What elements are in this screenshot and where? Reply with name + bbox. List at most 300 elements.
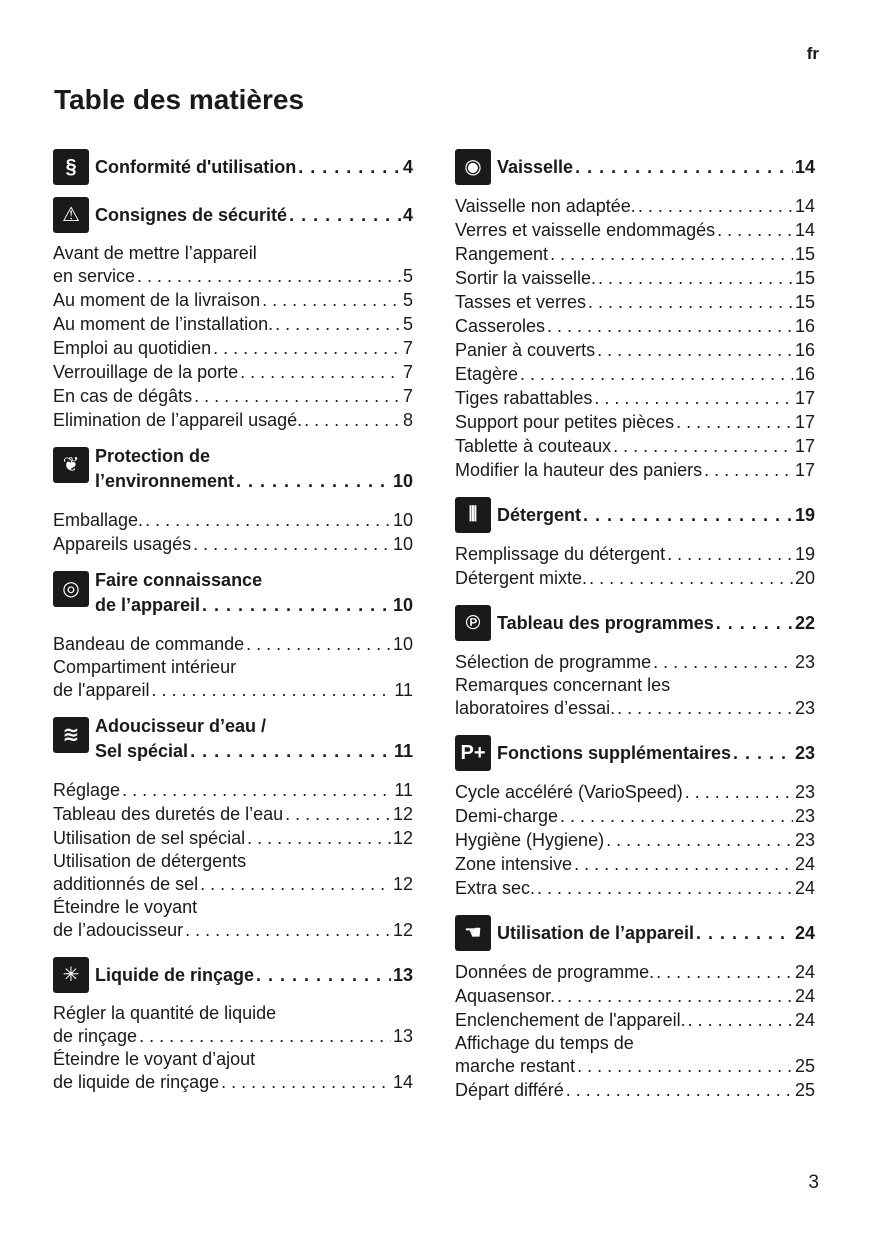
toc-section (53, 444, 413, 556)
entry-title: Demi-charge (455, 806, 559, 826)
section-heading-row (497, 155, 815, 180)
entry-page: 24 (794, 962, 815, 982)
toc-entry[interactable] (53, 1002, 413, 1048)
section-title: Conformité d'utilisation (95, 157, 297, 177)
dot-leader (275, 312, 401, 336)
dot-leader (200, 872, 391, 896)
entry-page: 15 (794, 292, 815, 312)
entry-title: Verres et vaisselle endommagés (455, 220, 716, 240)
dot-leader (598, 266, 793, 290)
entry-row (455, 1078, 815, 1102)
entry-page: 5 (402, 266, 413, 286)
entry-row (53, 360, 413, 384)
section-page: 10 (392, 471, 413, 491)
section-heading[interactable] (455, 732, 815, 766)
entry-row (455, 984, 815, 1008)
section-heading-row (95, 469, 413, 494)
entry-title: En cas de dégâts (53, 386, 193, 406)
section-heading[interactable] (455, 602, 815, 636)
toc-entry[interactable] (53, 360, 413, 384)
toc-entry[interactable] (53, 1048, 413, 1094)
entry-row (455, 218, 815, 242)
entry-title: en service (53, 266, 136, 286)
entry-title: Remplissage du détergent (455, 544, 666, 564)
entry-title: Tablette à couteaux (455, 436, 612, 456)
entry-title: marche restant (455, 1056, 576, 1076)
toc-entry[interactable] (455, 804, 815, 828)
toc-entry[interactable] (53, 778, 413, 802)
entry-title-line1: Utilisation de détergents (53, 851, 247, 871)
toc-entry[interactable] (53, 508, 413, 532)
dot-leader (193, 532, 391, 556)
entry-row (53, 918, 413, 942)
section-page: 24 (794, 923, 815, 943)
toc-entry[interactable] (455, 1032, 815, 1078)
entry-title: Enclenchement de l'appareil. (455, 1010, 686, 1030)
section-heading[interactable] (53, 444, 413, 494)
entry-page: 11 (394, 680, 413, 700)
entry-page: 24 (794, 986, 815, 1006)
dot-leader (137, 264, 401, 288)
entry-page: 11 (394, 780, 413, 800)
entry-page: 13 (392, 1026, 413, 1046)
dot-leader (152, 678, 393, 702)
entry-row (455, 314, 815, 338)
entry-row (455, 290, 815, 314)
dot-leader (716, 611, 793, 636)
entry-row (455, 1054, 815, 1078)
entry-page: 24 (794, 854, 815, 874)
toc-section (53, 194, 413, 432)
section-heading-row (95, 739, 413, 764)
section-title: Vaisselle (497, 157, 574, 177)
entry-title: Cycle accéléré (VarioSpeed) (455, 782, 683, 802)
toc-entry[interactable] (455, 362, 815, 386)
entry-title: Vaisselle non adaptée. (455, 196, 636, 216)
dot-leader (547, 314, 793, 338)
dot-leader (704, 458, 793, 482)
section-title: Utilisation de l’appareil (497, 923, 695, 943)
dot-leader (575, 155, 793, 180)
entry-page: 23 (794, 782, 815, 802)
toc-entry[interactable] (455, 852, 815, 876)
dot-leader (613, 434, 793, 458)
dot-leader (221, 1070, 391, 1094)
entry-page: 12 (392, 874, 413, 894)
entry-page: 8 (402, 410, 413, 430)
detergent-icon: ⫴ (455, 497, 491, 533)
entry-row (455, 780, 815, 804)
entry-page: 10 (392, 634, 413, 654)
toc-section (455, 602, 815, 720)
entry-title: Casseroles (455, 316, 546, 336)
entry-title: Départ différé (455, 1080, 564, 1100)
entry-row (455, 852, 815, 876)
entry-title: Rangement (455, 244, 549, 264)
language-code: fr (806, 44, 819, 63)
toc-entry[interactable] (455, 984, 815, 1008)
entry-page: 7 (402, 338, 413, 358)
section-title: de l’appareil (95, 595, 201, 615)
entry-title: Bandeau de commande (53, 634, 245, 654)
toc-entry[interactable] (455, 194, 815, 218)
toc-entry[interactable] (455, 242, 815, 266)
toc-entry[interactable] (53, 632, 413, 656)
section-heading-row (95, 203, 413, 228)
toc-entry[interactable] (455, 266, 815, 290)
section-heading-row (497, 921, 815, 946)
entry-title: laboratoires d’essai. (455, 698, 616, 718)
section-heading-line1: Faire connaissance (95, 570, 263, 590)
dot-leader (617, 696, 793, 720)
toc-entry[interactable] (455, 828, 815, 852)
entry-title: Support pour petites pièces (455, 412, 675, 432)
entry-title: Tasses et verres (455, 292, 587, 312)
entry-row (53, 1070, 413, 1094)
entry-row (53, 408, 413, 432)
entry-row (53, 336, 413, 360)
entry-row (53, 872, 413, 896)
dot-leader (656, 960, 793, 984)
toc-entry[interactable] (455, 960, 815, 984)
dot-leader (246, 632, 391, 656)
entry-row (455, 386, 815, 410)
entry-row (455, 458, 815, 482)
dot-leader (733, 741, 793, 766)
entry-title: Sélection de programme (455, 652, 652, 672)
dot-leader (122, 778, 392, 802)
entry-title: de rinçage (53, 1026, 138, 1046)
entry-page: 20 (794, 568, 815, 588)
entry-page: 15 (794, 244, 815, 264)
section-title: Consignes de sécurité (95, 205, 288, 225)
dot-leader (202, 593, 391, 618)
rinse-aid-icon: ✳ (53, 957, 89, 993)
entry-page: 23 (794, 806, 815, 826)
entry-title-line1: Affichage du temps de (455, 1033, 634, 1053)
entry-row (53, 1024, 413, 1048)
toc-entry[interactable] (455, 410, 815, 434)
entry-row (455, 542, 815, 566)
dot-leader (236, 469, 391, 494)
dot-leader (285, 802, 391, 826)
toc-left-column (53, 146, 413, 1106)
entry-row (53, 508, 413, 532)
dot-leader (717, 218, 793, 242)
leaf-icon: ❦ (53, 447, 89, 483)
toc-entry[interactable] (455, 338, 815, 362)
section-page: 22 (794, 613, 815, 633)
section-title: l’environnement (95, 471, 235, 491)
entry-row (455, 1008, 815, 1032)
entry-title: Panier à couverts (455, 340, 596, 360)
toc-entry[interactable] (53, 896, 413, 942)
entry-row (455, 876, 815, 900)
section-heading[interactable] (455, 912, 815, 946)
entry-page: 25 (794, 1080, 815, 1100)
dishes-icon: ◉ (455, 149, 491, 185)
dot-leader (298, 155, 401, 180)
entry-page: 17 (794, 388, 815, 408)
toc-entry[interactable] (53, 408, 413, 432)
section-title: Liquide de rinçage (95, 965, 255, 985)
toc-entry[interactable] (53, 336, 413, 360)
toc-entry[interactable] (455, 218, 815, 242)
warning-icon: ⚠ (53, 197, 89, 233)
entry-row (53, 826, 413, 850)
page-title: Table des matières (54, 84, 305, 115)
entry-page: 15 (794, 268, 815, 288)
softener-icon: ≋ (53, 717, 89, 753)
section-heading-line1: Protection de (95, 446, 211, 466)
entry-page: 23 (794, 830, 815, 850)
entry-row (455, 266, 815, 290)
entry-title-line1: Éteindre le voyant (53, 897, 198, 917)
section-page: 4 (402, 205, 413, 225)
section-page: 19 (794, 505, 815, 525)
section-heading-row (95, 963, 413, 988)
entry-row (53, 632, 413, 656)
dot-leader (653, 650, 793, 674)
entry-title: Au moment de la livraison (53, 290, 261, 310)
dot-leader (185, 918, 391, 942)
toc-section (455, 494, 815, 590)
dot-leader (139, 1024, 391, 1048)
entry-page: 17 (794, 412, 815, 432)
section-page: 4 (402, 157, 413, 177)
entry-title: Sortir la vaisselle. (455, 268, 597, 288)
entry-title: de l’adoucisseur (53, 920, 184, 940)
entry-title: Aquasensor. (455, 986, 556, 1006)
section-heading[interactable] (53, 714, 413, 764)
conformity-icon: § (53, 149, 89, 185)
entry-title: Appareils usagés (53, 534, 192, 554)
entry-row (455, 194, 815, 218)
section-heading[interactable] (53, 146, 413, 180)
entry-page: 10 (392, 510, 413, 530)
section-heading[interactable] (455, 146, 815, 180)
entry-title: Données de programme. (455, 962, 655, 982)
entry-title: de liquide de rinçage (53, 1072, 220, 1092)
entry-page: 12 (392, 804, 413, 824)
toc-entry[interactable] (53, 850, 413, 896)
section-heading[interactable] (53, 954, 413, 988)
toc-entry[interactable] (455, 542, 815, 566)
entry-row (53, 264, 413, 288)
dot-leader (566, 1078, 793, 1102)
section-title: Tableau des programmes (497, 613, 714, 633)
toc-entry[interactable] (53, 384, 413, 408)
dot-leader (676, 410, 793, 434)
entry-row (455, 242, 815, 266)
toc-section (455, 732, 815, 900)
eye-icon: ◎ (53, 571, 89, 607)
section-heading-row (497, 741, 815, 766)
toc-entry[interactable] (455, 1078, 815, 1102)
entry-row (53, 312, 413, 336)
entry-row (53, 532, 413, 556)
section-page: 11 (393, 741, 413, 761)
entry-page: 12 (392, 920, 413, 940)
dot-leader (577, 1054, 793, 1078)
dot-leader (145, 508, 391, 532)
section-heading[interactable] (455, 494, 815, 528)
dot-leader (247, 826, 391, 850)
toc-entry[interactable] (53, 532, 413, 556)
entry-page: 17 (794, 460, 815, 480)
dot-leader (550, 242, 793, 266)
entry-page: 16 (794, 364, 815, 384)
entry-page: 16 (794, 316, 815, 336)
dot-leader (557, 984, 793, 1008)
entry-title-line1: Remarques concernant les (455, 675, 671, 695)
dot-leader (696, 921, 793, 946)
entry-page: 25 (794, 1056, 815, 1076)
entry-page: 7 (402, 386, 413, 406)
toc-entry[interactable] (455, 386, 815, 410)
entry-title: Etagère (455, 364, 519, 384)
entry-row (455, 696, 815, 720)
hand-icon: ☚ (455, 915, 491, 951)
toc-entry[interactable] (53, 656, 413, 702)
entry-title: Modifier la hauteur des paniers (455, 460, 703, 480)
dot-leader (638, 194, 793, 218)
entry-page: 14 (794, 196, 815, 216)
entry-row (53, 288, 413, 312)
toc-section (455, 146, 815, 482)
section-heading-row (95, 155, 413, 180)
dot-leader (240, 360, 401, 384)
entry-title: Tiges rabattables (455, 388, 593, 408)
section-heading[interactable] (53, 194, 413, 228)
entry-page: 12 (392, 828, 413, 848)
entry-title: Zone intensive (455, 854, 573, 874)
toc-entry[interactable] (455, 650, 815, 674)
entry-page: 24 (794, 878, 815, 898)
section-heading[interactable] (53, 568, 413, 618)
entry-title-line1: Avant de mettre l’appareil (53, 243, 257, 263)
entry-row (53, 778, 413, 802)
entry-page: 5 (402, 314, 413, 334)
toc-entry[interactable] (455, 458, 815, 482)
section-heading-row (95, 593, 413, 618)
dot-leader (589, 566, 793, 590)
entry-title-line1: Compartiment intérieur (53, 657, 237, 677)
entry-row (455, 804, 815, 828)
dot-leader (289, 203, 401, 228)
entry-page: 24 (794, 1010, 815, 1030)
dot-leader (667, 542, 793, 566)
entry-row (455, 650, 815, 674)
toc-entry[interactable] (53, 312, 413, 336)
entry-title: Tableau des duretés de l’eau (53, 804, 284, 824)
programs-icon: ℗ (455, 605, 491, 641)
toc-section (53, 146, 413, 180)
toc-entry[interactable] (455, 876, 815, 900)
entry-page: 23 (794, 652, 815, 672)
entry-page: 19 (794, 544, 815, 564)
entry-title-line1: Éteindre le voyant d’ajout (53, 1049, 256, 1069)
entry-row (53, 384, 413, 408)
entry-row (455, 362, 815, 386)
entry-title: Verrouillage de la porte (53, 362, 239, 382)
toc-entry[interactable] (53, 826, 413, 850)
dot-leader (304, 408, 401, 432)
entry-title: Emploi au quotidien (53, 338, 212, 358)
toc-entry[interactable] (455, 434, 815, 458)
dot-leader (597, 338, 793, 362)
toc-entry[interactable] (455, 1008, 815, 1032)
dot-leader (594, 386, 793, 410)
dot-leader (583, 503, 793, 528)
toc-section (455, 912, 815, 1102)
plus-functions-icon: P+ (455, 735, 491, 771)
dot-leader (574, 852, 793, 876)
dot-leader (194, 384, 401, 408)
section-page: 14 (794, 157, 815, 177)
toc-entry[interactable] (455, 290, 815, 314)
toc-entry[interactable] (53, 802, 413, 826)
toc-entry[interactable] (455, 674, 815, 720)
entry-row (455, 828, 815, 852)
entry-title: additionnés de sel (53, 874, 199, 894)
entry-title: Au moment de l’installation. (53, 314, 274, 334)
entry-page: 14 (794, 220, 815, 240)
entry-row (455, 410, 815, 434)
entry-page: 10 (392, 534, 413, 554)
entry-page: 17 (794, 436, 815, 456)
toc-entry[interactable] (455, 566, 815, 590)
entry-row (53, 678, 413, 702)
dot-leader (213, 336, 401, 360)
entry-row (455, 960, 815, 984)
dot-leader (560, 804, 793, 828)
dot-leader (688, 1008, 793, 1032)
toc-section (53, 714, 413, 942)
entry-title: Détergent mixte. (455, 568, 588, 588)
section-page: 13 (392, 965, 413, 985)
entry-page: 16 (794, 340, 815, 360)
entry-title: Hygiène (Hygiene) (455, 830, 605, 850)
dot-leader (685, 780, 793, 804)
entry-title: Extra sec. (455, 878, 536, 898)
toc-section (53, 568, 413, 702)
dot-leader (256, 963, 391, 988)
section-page: 10 (392, 595, 413, 615)
entry-title: Utilisation de sel spécial (53, 828, 246, 848)
entry-page: 7 (402, 362, 413, 382)
toc-section (53, 954, 413, 1094)
section-heading-row (497, 611, 815, 636)
toc-entry[interactable] (53, 288, 413, 312)
toc-entry[interactable] (455, 780, 815, 804)
dot-leader (606, 828, 793, 852)
dot-leader (520, 362, 793, 386)
section-title: Sel spécial (95, 741, 189, 761)
toc-right-column (455, 146, 815, 1114)
toc-entry[interactable] (53, 242, 413, 288)
entry-row (455, 566, 815, 590)
dot-leader (262, 288, 401, 312)
section-heading-line1: Adoucisseur d’eau / (95, 716, 267, 736)
toc-entry[interactable] (455, 314, 815, 338)
section-title: Détergent (497, 505, 582, 525)
entry-row (455, 434, 815, 458)
page-number: 3 (808, 1172, 819, 1193)
entry-page: 23 (794, 698, 815, 718)
dot-leader (190, 739, 392, 764)
section-heading-row (497, 503, 815, 528)
